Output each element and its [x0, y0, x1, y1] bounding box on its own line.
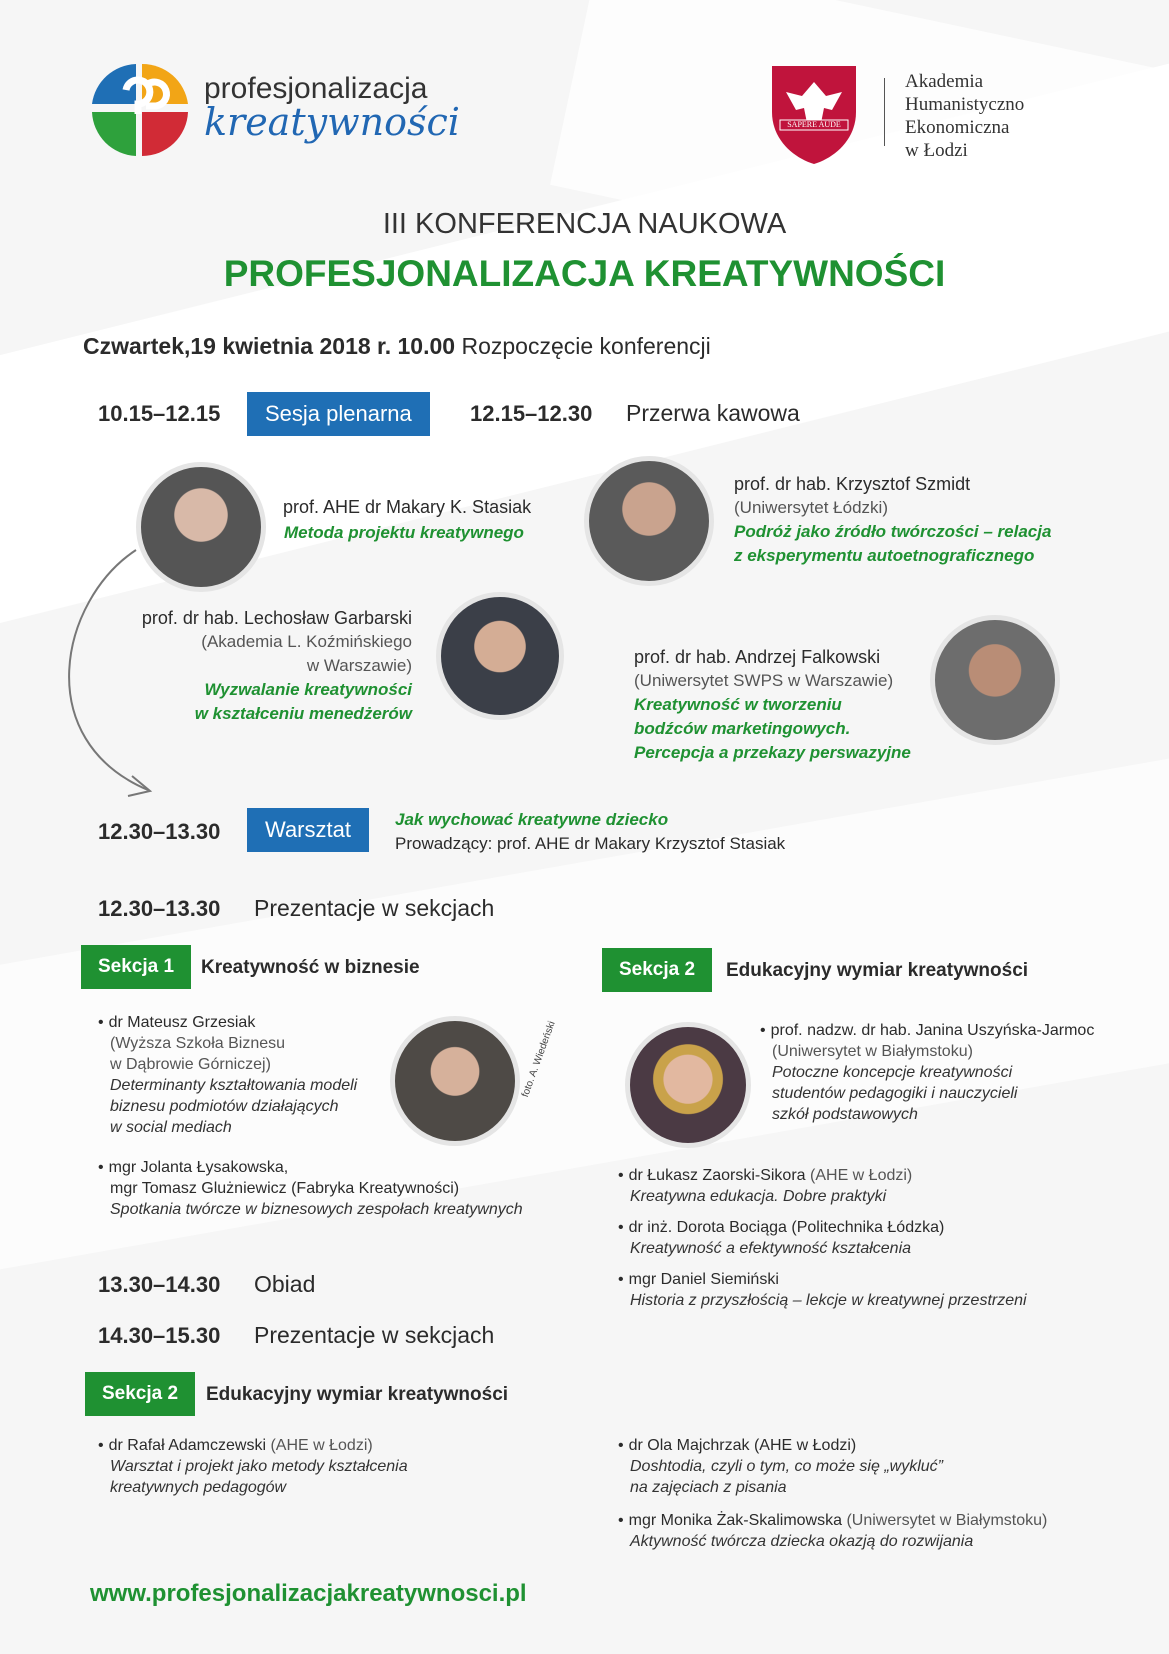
section-2-title: Edukacyjny wymiar kreatywności	[726, 960, 1029, 981]
conference-date: Czwartek,19 kwietnia 2018 r.	[83, 333, 392, 359]
sections-time: 12.30–13.30	[98, 896, 221, 921]
institution-name: Akademia Humanistyczno Ekonomiczna w Łodzi	[905, 71, 1025, 161]
speaker-affiliation: w Warszawie)	[306, 656, 412, 675]
speaker-affiliation: (Akademia L. Koźmińskiego	[201, 632, 412, 651]
ahe-crest-icon	[768, 62, 860, 166]
speaker-affiliation: (Uniwersytet SWPS w Warszawie)	[634, 671, 894, 690]
lunch-time: 13.30–14.30	[98, 1272, 221, 1297]
speaker-name: prof. dr hab. Krzysztof Szmidt	[734, 474, 971, 494]
break-label: Przerwa kawowa	[626, 400, 800, 426]
plenary-time: 10.15–12.15	[98, 401, 221, 426]
website-link[interactable]: www.profesjonalizacjakreatywnosci.pl	[90, 1580, 527, 1607]
speaker-photo-uszynska	[625, 1022, 751, 1148]
plenary-badge: Sesja plenarna	[247, 392, 430, 436]
header-divider	[884, 78, 885, 146]
speaker-photo-garbarski	[436, 592, 564, 720]
section-2-item: • dr inż. Dorota Bociąga (Politechnika Łódzka) Kreatywność a efektywność kształcenia	[618, 1217, 944, 1259]
section-2b-title: Edukacyjny wymiar kreatywności	[206, 1384, 509, 1405]
section-2b-item: • mgr Monika Żak-Skalimowska (Uniwersytet w Białymstoku) Aktywność twórcza dziecka okazją do rozwijania	[618, 1510, 1047, 1552]
speaker-photo-grzesiak	[390, 1016, 520, 1146]
workshop-topic: Jak wychować kreatywne dziecko	[395, 810, 669, 829]
speaker-photo-szmidt	[584, 456, 714, 586]
speaker-topic: Metoda projektu kreatywnego	[284, 523, 524, 542]
section-2b-badge: Sekcja 2	[85, 1372, 195, 1416]
speaker-topic: z eksperymentu autoetnograficznego	[734, 546, 1035, 565]
sections2-time: 14.30–15.30	[98, 1323, 221, 1348]
sections2-label: Prezentacje w sekcjach	[254, 1322, 495, 1348]
speaker-topic: Percepcja a przekazy perswazyjne	[634, 743, 911, 762]
speaker-block-falkowski	[634, 645, 911, 765]
workshop-host: Prowadzący: prof. AHE dr Makary Krzysztof Stasiak	[395, 834, 786, 853]
speaker-affiliation: (Uniwersytet Łódzki)	[734, 498, 888, 517]
section-2-item: • prof. nadzw. dr hab. Janina Uszyńska-Jarmoc (Uniwersytet w Białymstoku) Potoczne koncepcje kreatywności studentów pedagogiki i nauczycieli szkół podstawowych	[760, 1020, 1094, 1125]
opening-label: Rozpoczęcie konferencji	[461, 333, 711, 359]
section-2-item: • mgr Daniel Siemiński Historia z przyszłością – lekcje w kreatywnej przestrzeni	[618, 1269, 1027, 1311]
logo-title-line1: profesjonalizacja	[204, 72, 428, 105]
section-2b-item: • dr Rafał Adamczewski (AHE w Łodzi) Warsztat i projekt jako metody kształcenia kreatywnych pedagogów	[98, 1435, 408, 1498]
speaker-block-szmidt	[734, 472, 1051, 568]
crest-motto: SAPERE AUDE	[787, 120, 841, 129]
section-2-badge: Sekcja 2	[602, 948, 712, 992]
logo-title-line2: kreatywności	[204, 100, 460, 144]
conference-title: III KONFERENCJA NAUKOWA	[382, 208, 787, 240]
speaker-topic: Wyzwalanie kreatywności	[204, 680, 412, 699]
speaker-name: prof. dr hab. Lechosław Garbarski	[141, 608, 412, 628]
opening-time: 10.00	[397, 333, 456, 359]
section-1-title: Kreatywność w biznesie	[201, 957, 420, 978]
speaker-topic: bodźców marketingowych.	[634, 719, 851, 738]
section-2-item: • dr Łukasz Zaorski-Sikora (AHE w Łodzi) Kreatywna edukacja. Dobre praktyki	[618, 1165, 912, 1207]
conference-logo-icon	[86, 60, 194, 160]
date-line	[83, 333, 711, 360]
speaker-topic: Kreatywność w tworzeniu	[634, 695, 842, 714]
workshop-badge: Warsztat	[247, 808, 369, 852]
curved-arrow-icon	[40, 540, 180, 810]
section-1-badge: Sekcja 1	[81, 945, 191, 989]
section-2b-item: • dr Ola Majchrzak (AHE w Łodzi) Doshtodia, czyli o tym, co może się „wykluć” na zajęciach z pisania	[618, 1435, 943, 1498]
break-time: 12.15–12.30	[470, 401, 593, 426]
speaker-name: prof. dr hab. Andrzej Falkowski	[634, 647, 881, 667]
speaker-photo-falkowski	[930, 615, 1060, 745]
section-1-item: • dr Mateusz Grzesiak (Wyższa Szkoła Biznesu w Dąbrowie Górniczej) Determinanty kształtowania modeli biznesu podmiotów działających w social mediach	[98, 1012, 357, 1138]
speaker-topic: Podróż jako źródło twórczości – relacja	[734, 522, 1052, 541]
conference-subtitle: PROFESJONALIZACJA KREATYWNOŚCI	[223, 253, 946, 294]
lunch-label: Obiad	[254, 1271, 316, 1297]
workshop-time: 12.30–13.30	[98, 819, 221, 844]
sections-label: Prezentacje w sekcjach	[254, 895, 495, 921]
speaker-name: prof. AHE dr Makary K. Stasiak	[283, 497, 532, 517]
section-1-item: • mgr Jolanta Łysakowska, mgr Tomasz Glużniewicz (Fabryka Kreatywności) Spotkania twórcze w biznesowych zespołach kreatywnych	[98, 1157, 523, 1220]
photo-credit: foto. A. Wiedeński	[520, 1019, 558, 1099]
speaker-topic: w kształceniu menedżerów	[194, 704, 412, 723]
